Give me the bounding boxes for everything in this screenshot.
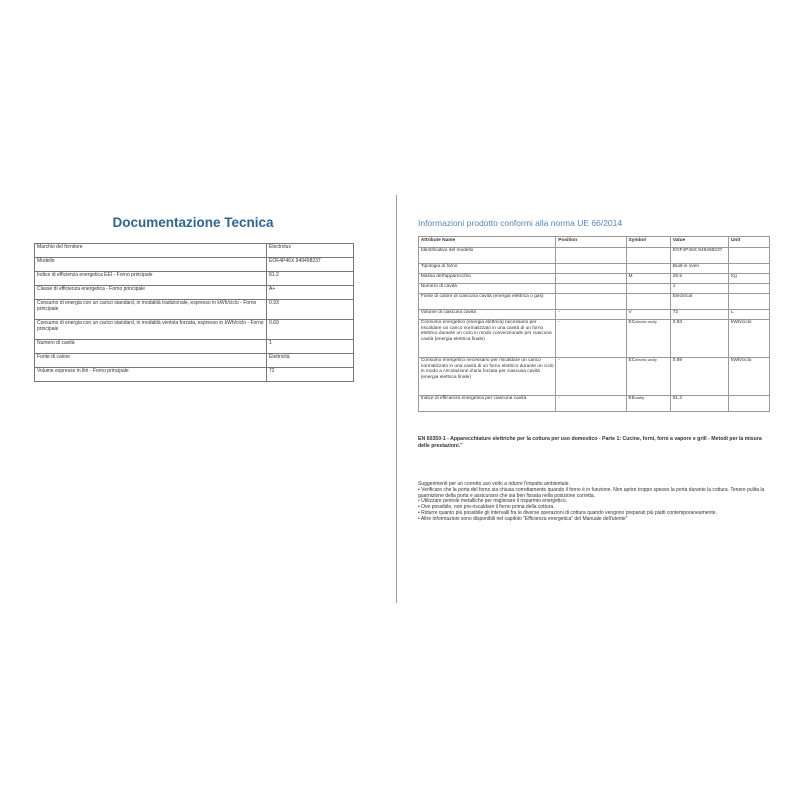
tips-heading: Suggerimenti per un corretto uso volto a ridurre l'impatto ambientale. <box>418 481 570 487</box>
cell-position <box>556 247 626 263</box>
header-attribute-name: Attribute Name <box>419 237 556 248</box>
cell-symbol <box>626 247 670 263</box>
row-value: 0.93 <box>267 300 354 320</box>
table-row <box>35 286 354 300</box>
symbol-main: EE <box>628 396 635 402</box>
cell-unit: L <box>729 309 770 319</box>
row-value: Elettricità <box>267 354 354 368</box>
table-row <box>35 340 354 354</box>
symbol-main: M <box>628 274 633 280</box>
table-row <box>35 272 354 286</box>
cell-attribute: Numero di cavità <box>419 283 556 293</box>
cell-symbol <box>626 273 670 283</box>
table-row <box>419 283 770 293</box>
cell-unit <box>729 283 770 293</box>
cell-value: 0.69 <box>670 357 728 395</box>
norm-reference: EN 60350-1 - Apparecchiature elettriche per la cottura per uso domestico - Parte 1: Cucine, forni, forni a vapore e grill - Metodi per la misura delle prestazioni." <box>418 436 762 449</box>
table-row <box>419 247 770 263</box>
right-page-title: Informazioni prodotto conformi alla norma UE 66/2014 <box>418 218 623 228</box>
cell-attribute: Consumo energetico necessario per riscaldare un carico normalizzato in una cavità di un forno elettrico durante un ciclo in modo a circolazione d'aria forzata per ciascuna cavità (energia elettrica finale) <box>419 357 556 395</box>
cell-symbol <box>626 319 670 357</box>
product-information-table <box>418 236 770 412</box>
table-row <box>419 273 770 283</box>
cell-unit <box>729 395 770 411</box>
row-value: Electrolux <box>267 244 354 258</box>
technical-documentation-table <box>34 243 354 382</box>
energy-saving-tips <box>418 482 770 523</box>
cell-position: - <box>556 309 626 319</box>
cell-symbol <box>626 357 670 395</box>
row-value: 81.2 <box>267 272 354 286</box>
row-label: Volume espresso in litri - Forno principale <box>35 368 267 382</box>
row-value: EOF4P46X 949498237 <box>267 258 354 272</box>
cell-position <box>556 273 626 283</box>
table-row <box>419 293 770 309</box>
table-row <box>35 320 354 340</box>
cell-unit: kWh/ciclo <box>729 319 770 357</box>
cell-unit <box>729 247 770 263</box>
cell-position: - <box>556 357 626 395</box>
symbol-subscript: electric cavity <box>635 320 657 325</box>
row-label: Modello <box>35 258 267 272</box>
row-value: A+ <box>267 286 354 300</box>
row-label: Fonte di calore <box>35 354 267 368</box>
header-position: Position <box>556 237 626 248</box>
left-page <box>0 195 396 603</box>
table-row <box>419 319 770 357</box>
cell-attribute: Tipologia di forno <box>419 263 556 273</box>
right-page <box>398 195 800 603</box>
row-value: 72 <box>267 368 354 382</box>
header-unit: Unit <box>729 237 770 248</box>
page-divider <box>396 195 397 603</box>
cell-attribute: Massa dell'apparecchio <box>419 273 556 283</box>
header-value: Value <box>670 237 728 248</box>
cell-value: Electrical <box>670 293 728 309</box>
cell-symbol <box>626 283 670 293</box>
row-label: Consumo di energia con un carico standard, in modalità tradizionale, espresso in kWh/ciclo - Forno principale <box>35 300 267 320</box>
cell-position <box>556 263 626 273</box>
row-label: Classe di efficienza energetica - Forno principale <box>35 286 267 300</box>
symbol-main: EC <box>628 358 636 364</box>
row-label: Consumo di energia con un carico standard, in modalità ventola forzata, espresso in kWh/ciclo - Forno principale <box>35 320 267 340</box>
symbol-main: EC <box>628 320 636 326</box>
table-row <box>35 244 354 258</box>
symbol-main: V <box>628 310 632 316</box>
table-row <box>35 300 354 320</box>
cell-value: 1 <box>670 283 728 293</box>
cell-position: - <box>556 395 626 411</box>
row-value: 0.69 <box>267 320 354 340</box>
table-header-row <box>419 237 770 248</box>
cell-value: 81.2 <box>670 395 728 411</box>
cell-attribute: Fonte di calore di ciascuna cavità (energia elettrica o gas) <box>419 293 556 309</box>
cell-unit <box>729 293 770 309</box>
row-label: Numero di cavità <box>35 340 267 354</box>
cell-value: 72 <box>670 309 728 319</box>
cell-unit <box>729 263 770 273</box>
tip-item: • Ove possibile, non pre-riscaldare il forno prima della cottura. <box>418 504 555 511</box>
table-row <box>419 395 770 411</box>
cell-attribute: Volume di ciascuna cavità <box>419 309 556 319</box>
table-row <box>419 263 770 273</box>
table-row <box>419 309 770 319</box>
symbol-subscript: cavity <box>634 396 645 401</box>
tip-item: • Altre informazioni sono disponibili nel capitolo "Efficienza energetica" del Manuale dell'utente" <box>418 515 628 522</box>
cell-value: 29.5 <box>670 273 728 283</box>
row-value: 1 <box>267 340 354 354</box>
cell-attribute: Identificativo del modello <box>419 247 556 263</box>
tip-item: • Verificare che la porta del forno sia chiusa correttamente quando il forno è in funzione. Non aprire troppo spesso la porta durante la cottura. Tenere pulita la guarnizione della porta e assicurarsi che sia ben fissata nella posizione corretta. <box>418 486 765 499</box>
cell-symbol <box>626 309 670 319</box>
cell-value: 0.93 <box>670 319 728 357</box>
cell-symbol <box>626 263 670 273</box>
left-page-title: Documentazione Tecnica <box>112 215 274 230</box>
cell-attribute: Consumo energetico (energia elettrica) necessario per riscaldare un carico normalizzato in una cavità di un forno elettrico durante un ciclo in modo convenzionale per ciascuna cavità (energia elettrica finale) <box>419 319 556 357</box>
cell-unit: kWh/ciclo <box>729 357 770 395</box>
table-row <box>35 258 354 272</box>
tip-item: • Utilizzare pentole metalliche per migliorare il risparmio energetico. <box>418 498 568 505</box>
cell-symbol <box>626 395 670 411</box>
cell-value: Built-in oven <box>670 263 728 273</box>
table-row <box>35 354 354 368</box>
table-row <box>419 357 770 395</box>
symbol-subscript: electric cavity <box>635 358 657 363</box>
cell-symbol <box>626 293 670 309</box>
cell-position <box>556 293 626 309</box>
cell-position: - <box>556 319 626 357</box>
cell-value: EOF4P46X 949498237 <box>670 247 728 263</box>
row-label: Marchio del fornitore <box>35 244 267 258</box>
tip-item: • Ridurre quanto più possibile gli intervalli fra le diverse operazioni di cottura quando vengono preparati più piatti contemporaneamente. <box>418 509 717 516</box>
cell-attribute: Indice di efficienza energetica per ciascuna cavità <box>419 395 556 411</box>
cell-unit: Kg <box>729 273 770 283</box>
header-symbol: Symbol <box>626 237 670 248</box>
row-label: Indice di efficienza energetica EEI - Forno principale <box>35 272 267 286</box>
cell-position <box>556 283 626 293</box>
table-row <box>35 368 354 382</box>
